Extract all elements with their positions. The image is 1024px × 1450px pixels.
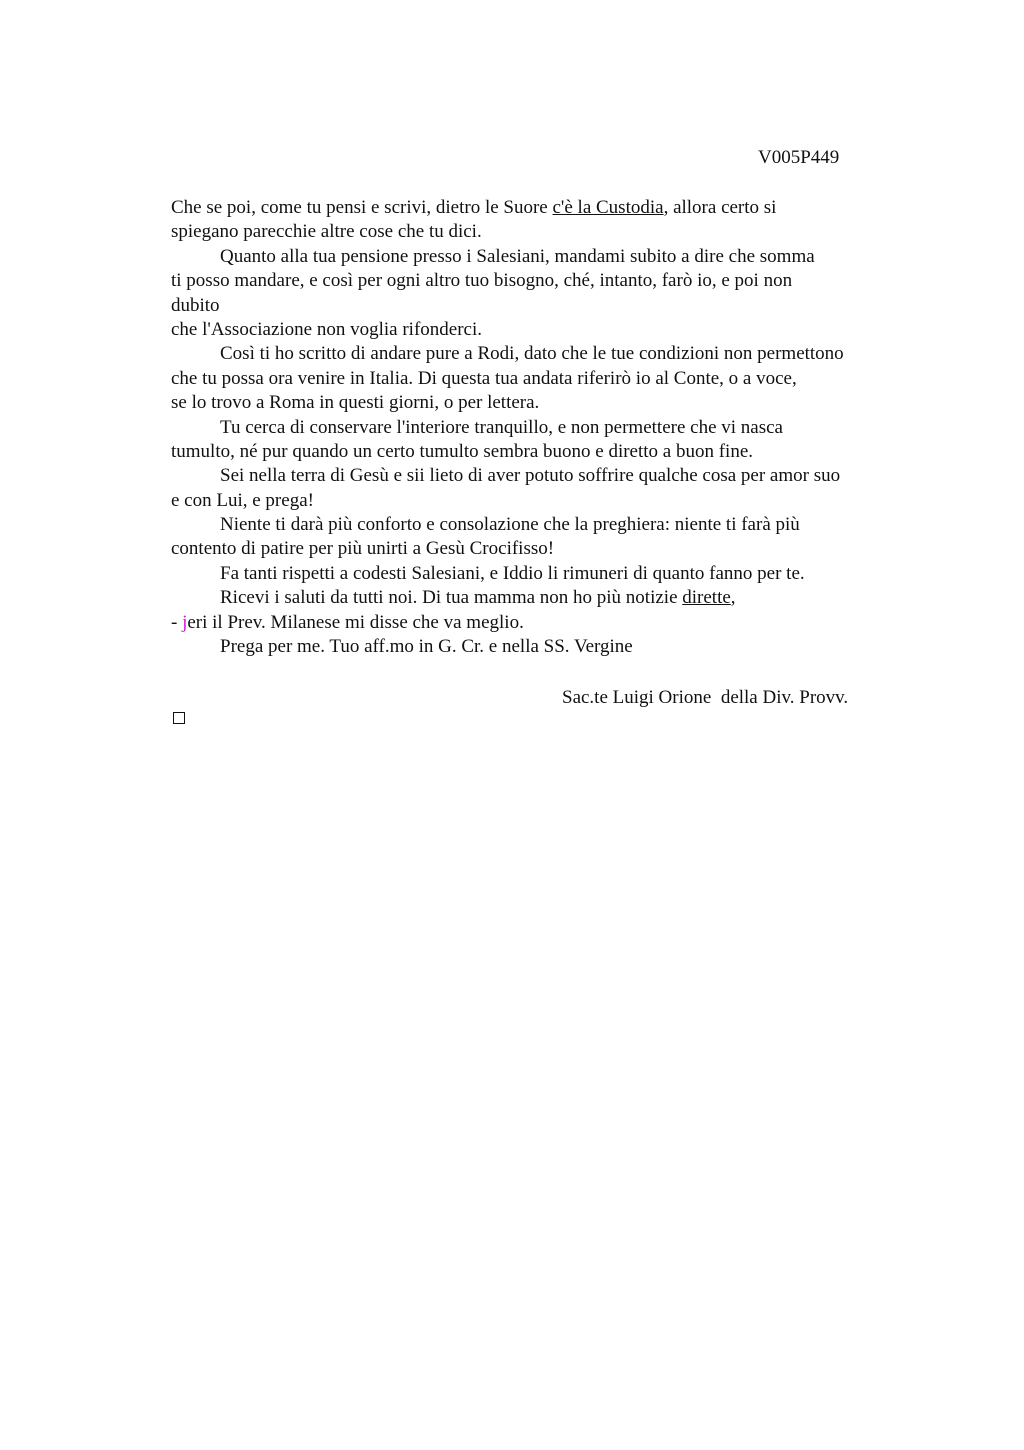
signature: Sac.te Luigi Orione della Div. Provv. xyxy=(562,687,849,708)
letter-line xyxy=(171,196,911,220)
letter-line: Niente ti darà più conforto e consolazione che la preghiera: niente ti farà più xyxy=(220,514,800,536)
line-text: Che se poi, come tu pensi e scrivi, dietro le Suore xyxy=(171,197,553,218)
letter-line: tumulto, né pur quando un certo tumulto sembra buono e diretto a buon fine. xyxy=(171,440,754,462)
letter-line: Fa tanti rispetti a codesti Salesiani, e Iddio li rimuneri di quanto fanno per te. xyxy=(220,562,805,584)
letter-line: contento di patire per più unirti a Gesù Crocifisso! xyxy=(171,538,555,560)
line-text: , allora certo si xyxy=(663,197,777,218)
line-text: eri il Prev. Milanese mi disse che va meglio. xyxy=(187,611,524,633)
letter-line: Così ti ho scritto di andare pure a Rodi, dato che le tue condizioni non permettono xyxy=(220,343,844,365)
underlined-text: dirette xyxy=(682,587,731,609)
letter-line: dubito xyxy=(171,294,220,316)
line-text: Ricevi i saluti da tutti noi. Di tua mamma non ho più notizie xyxy=(220,587,683,609)
letter-line: ti posso mandare, e così per ogni altro tuo bisogno, ché, intanto, farò io, e poi non xyxy=(171,270,793,292)
letter-line: Tu cerca di conservare l'interiore tranquillo, e non permettere che vi nasca xyxy=(220,416,783,438)
letter-line xyxy=(171,611,911,635)
letter-line: e con Lui, e prega! xyxy=(171,489,314,511)
line-text: , xyxy=(730,587,736,609)
page-id: V005P449 xyxy=(758,147,840,168)
line-text: - xyxy=(171,611,183,633)
letter-line: Quanto alla tua pensione presso i Salesiani, mandami subito a dire che somma xyxy=(220,245,815,267)
letter-line: che tu possa ora venire in Italia. Di questa tua andata riferirò io al Conte, o a voce, xyxy=(171,367,797,389)
letter-line: Sei nella terra di Gesù e sii lieto di aver potuto soffrire qualche cosa per amor suo xyxy=(220,465,841,487)
letter-line: Prega per me. Tuo aff.mo in G. Cr. e nella SS. Vergine xyxy=(220,636,633,658)
letter-line: se lo trovo a Roma in questi giorni, o per lettera. xyxy=(171,392,540,414)
highlighted-letter: j xyxy=(182,611,188,633)
underlined-text: c'è la Custodia xyxy=(552,197,664,218)
letter-line xyxy=(171,586,911,610)
letter-line: spiegano parecchie altre cose che tu dici. xyxy=(171,221,482,243)
letter-line: che l'Associazione non voglia rifonderci. xyxy=(171,318,483,340)
letter-body xyxy=(171,196,911,659)
end-marker-box xyxy=(173,712,185,724)
